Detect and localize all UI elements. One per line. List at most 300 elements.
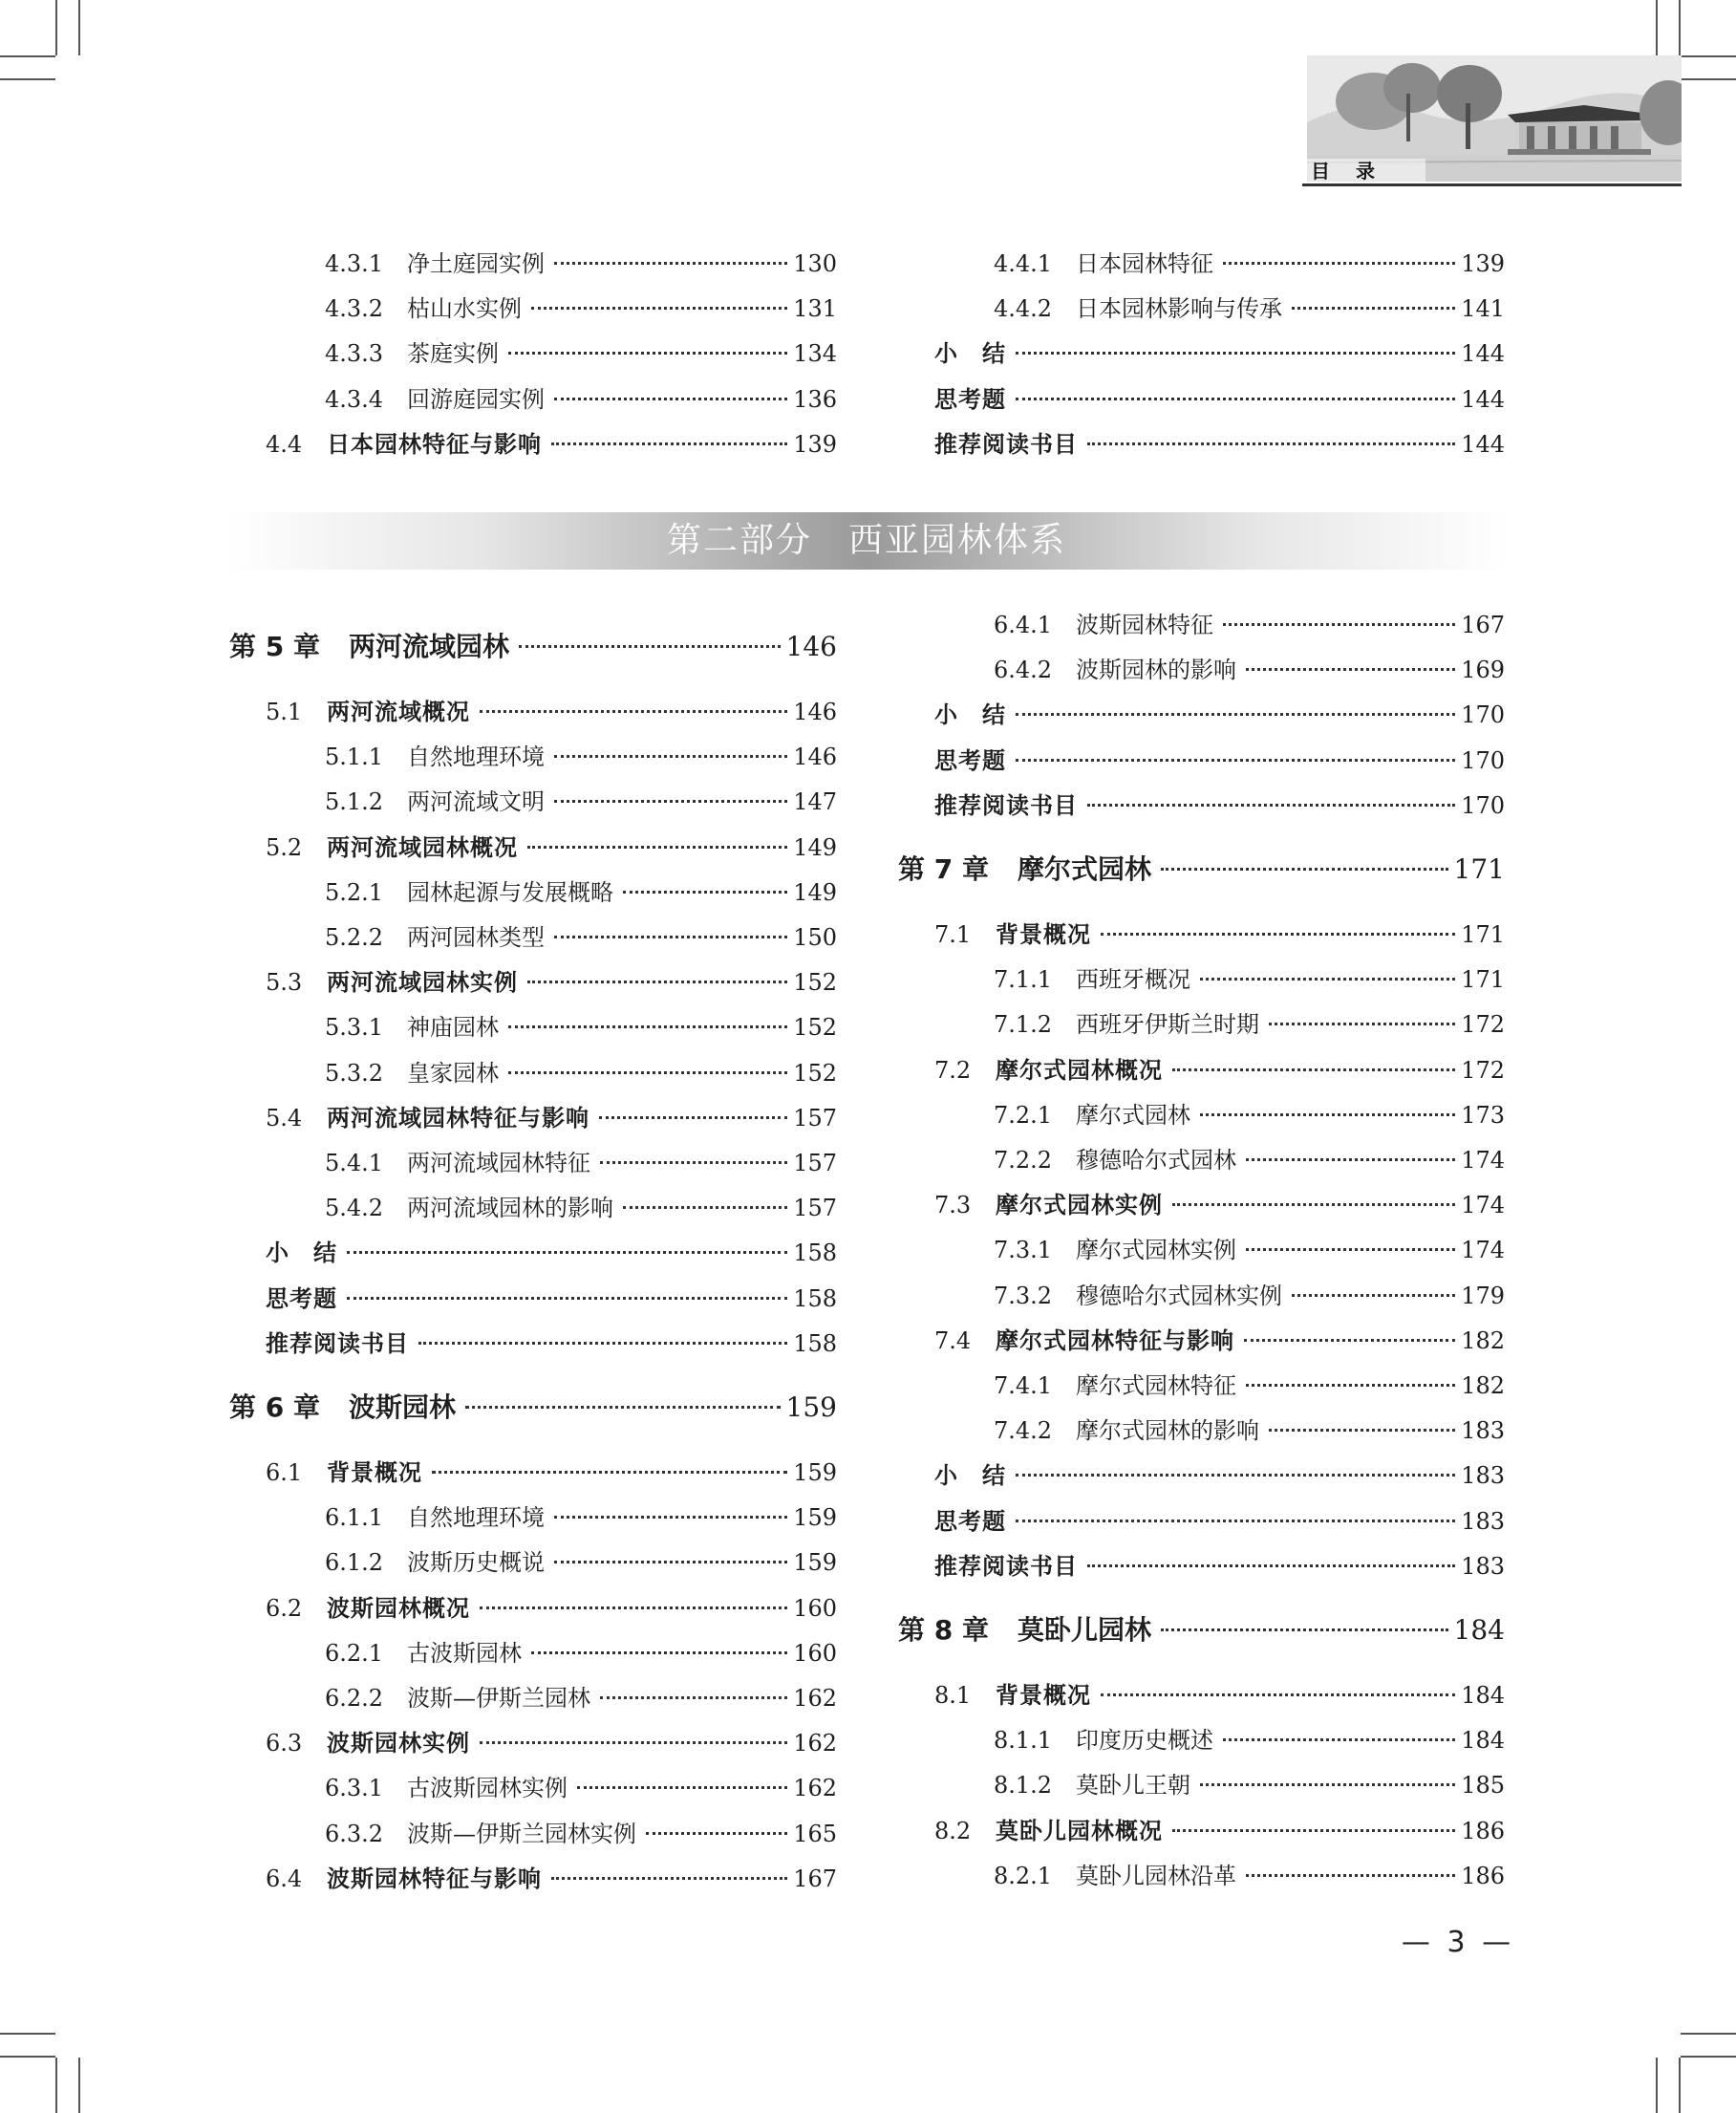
subsection-entry[interactable] (325, 333, 837, 375)
entry-title: 神庙园林 (407, 1014, 499, 1042)
entry-number: 5.1.1 (325, 744, 384, 771)
dot-leader (600, 1696, 787, 1699)
section-entry[interactable] (266, 423, 837, 465)
entry-page-number: 162 (793, 1730, 837, 1757)
entry-title: 两河园林类型 (407, 924, 545, 951)
dot-leader (623, 1206, 787, 1209)
dot-leader (1016, 1474, 1455, 1477)
section-entry[interactable] (266, 1858, 837, 1900)
entry-number: 4.4.1 (994, 250, 1053, 277)
crop-mark (0, 78, 55, 80)
dot-leader (1223, 262, 1455, 265)
entry-title: 波斯园林概况 (327, 1596, 470, 1622)
part-banner: 第二部分 西亚园林体系 (666, 521, 1066, 560)
section-entry[interactable] (934, 1184, 1505, 1226)
dot-leader (554, 936, 787, 938)
entry-title: 两河流域园林实例 (327, 971, 518, 997)
entry-title: 自然地理环境 (407, 744, 545, 771)
entry-page-number: 139 (1461, 250, 1505, 277)
entry-page-number: 182 (1461, 1372, 1505, 1399)
entry-title: 穆德哈尔式园林实例 (1076, 1282, 1282, 1309)
entry-page-number: 159 (793, 1549, 837, 1577)
dot-leader (1016, 1520, 1455, 1522)
entry-page-number: 144 (1461, 385, 1505, 413)
section-entry[interactable] (266, 1452, 837, 1494)
dot-leader (623, 891, 787, 894)
subsection-entry[interactable] (325, 288, 837, 330)
dot-leader (1016, 398, 1455, 400)
entry-page-number: 185 (1461, 1772, 1505, 1800)
section-entry[interactable] (266, 691, 837, 733)
dot-leader (1246, 1874, 1455, 1877)
entry-title: 皇家园林 (407, 1059, 499, 1087)
entry-page-number: 152 (793, 1059, 837, 1087)
dot-leader (1016, 352, 1455, 355)
dot-leader (480, 710, 787, 713)
subsection-entry[interactable] (994, 243, 1505, 285)
dot-leader (1016, 713, 1455, 716)
entry-number: 5.2.1 (325, 878, 384, 906)
entry-number: 6.4.1 (994, 612, 1053, 638)
dot-leader (1244, 1339, 1455, 1342)
entry-number: 7.4 (934, 1326, 972, 1354)
dot-leader (554, 800, 787, 803)
backmatter-entry[interactable] (266, 1278, 837, 1320)
entry-page-number: 158 (793, 1329, 837, 1357)
dot-leader (1172, 1203, 1455, 1206)
entry-page-number: 150 (793, 924, 837, 951)
dot-leader (465, 1406, 781, 1409)
dot-leader (1292, 307, 1455, 310)
dot-leader (646, 1832, 787, 1835)
entry-number: 6.1.2 (325, 1549, 384, 1577)
entry-number: 5.4 (266, 1104, 303, 1132)
dot-leader (531, 307, 787, 310)
entry-page-number: 171 (1461, 921, 1505, 948)
entry-page-number: 174 (1461, 1147, 1505, 1174)
backmatter-entry[interactable] (934, 333, 1505, 375)
dot-leader (554, 1516, 787, 1519)
entry-title: 自然地理环境 (407, 1504, 545, 1532)
subsection-entry[interactable] (325, 916, 837, 959)
subsection-entry[interactable] (325, 872, 837, 914)
entry-title: 摩尔式园林特征 (1076, 1372, 1236, 1399)
entry-page-number: 152 (793, 1014, 837, 1042)
crop-mark (1681, 55, 1736, 57)
entry-page-number: 146 (793, 699, 837, 725)
subsection-entry[interactable] (325, 1767, 837, 1809)
entry-title: 两河流域概况 (327, 701, 470, 725)
entry-page-number: 183 (1461, 1417, 1505, 1445)
dot-leader (480, 1606, 787, 1609)
crop-mark (1681, 2056, 1736, 2058)
entry-title: 穆德哈尔式园林 (1076, 1147, 1236, 1174)
entry-page-number: 162 (793, 1775, 837, 1802)
entry-number: 8.2.1 (994, 1862, 1053, 1889)
entry-number: 5.3.1 (325, 1014, 384, 1042)
crop-mark (55, 0, 57, 55)
dot-leader (527, 846, 787, 849)
subsection-entry[interactable] (325, 1497, 837, 1539)
crop-mark (0, 55, 55, 57)
subsection-entry[interactable] (994, 1855, 1505, 1897)
entry-title: 波斯园林实例 (327, 1732, 470, 1757)
entry-number: 6.4 (266, 1865, 303, 1892)
entry-page-number: 162 (793, 1685, 837, 1712)
entry-number: 7.4.1 (994, 1372, 1053, 1399)
entry-title: 日本园林特征与影响 (327, 432, 542, 458)
crop-mark (0, 2033, 55, 2035)
subsection-entry[interactable] (994, 1719, 1505, 1761)
subsection-entry[interactable] (994, 288, 1505, 330)
dot-leader (551, 1877, 787, 1880)
section-entry[interactable] (266, 1587, 837, 1629)
entry-page-number: 158 (793, 1240, 837, 1267)
dot-leader (1246, 668, 1455, 671)
dot-leader (1200, 1113, 1455, 1116)
entry-title: 小 结 (934, 703, 1006, 729)
entry-page-number: 146 (793, 744, 837, 771)
section-entry[interactable] (266, 1722, 837, 1764)
subsection-entry[interactable] (325, 1142, 837, 1184)
entry-page-number: 172 (1461, 1056, 1505, 1084)
section-entry[interactable] (934, 1320, 1505, 1362)
entry-title: 古波斯园林 (407, 1639, 522, 1667)
subsection-entry[interactable] (994, 1275, 1505, 1317)
subsection-entry[interactable] (994, 1764, 1505, 1806)
entry-title: 背景概况 (996, 923, 1091, 948)
subsection-entry[interactable] (994, 959, 1505, 1001)
entry-page-number: 182 (1461, 1326, 1505, 1354)
entry-title: 推荐阅读书目 (266, 1331, 409, 1357)
backmatter-entry[interactable] (934, 378, 1505, 420)
entry-title: 摩尔式园林实例 (1076, 1237, 1236, 1264)
entry-title: 波斯园林 (349, 1391, 457, 1423)
entry-page-number: 169 (1461, 657, 1505, 684)
entry-number: 第 8 章 (898, 1614, 989, 1646)
subsection-entry[interactable] (325, 1542, 837, 1584)
dot-leader (1269, 1023, 1455, 1025)
backmatter-entry[interactable] (266, 1323, 837, 1365)
entry-title: 日本园林影响与传承 (1076, 295, 1282, 323)
entry-title: 回游庭园实例 (407, 385, 545, 413)
entry-page-number: 179 (1461, 1282, 1505, 1309)
entry-title: 背景概况 (327, 1461, 422, 1486)
entry-title: 思考题 (266, 1286, 337, 1312)
entry-title: 莫卧儿园林沿革 (1076, 1862, 1236, 1889)
dot-leader (577, 1786, 787, 1789)
entry-page-number: 173 (1461, 1101, 1505, 1129)
crop-mark (78, 0, 80, 55)
dot-leader (1246, 1158, 1455, 1161)
entry-title: 摩尔式园林 (1076, 1101, 1190, 1129)
dot-leader (554, 755, 787, 758)
entry-page-number: 183 (1461, 1507, 1505, 1535)
entry-number: 8.1.2 (994, 1772, 1053, 1800)
dot-leader (1016, 759, 1455, 762)
entry-page-number: 146 (785, 631, 837, 662)
backmatter-entry[interactable] (266, 1232, 837, 1274)
dot-leader (1269, 1429, 1455, 1432)
subsection-entry[interactable] (994, 1229, 1505, 1271)
subsection-entry[interactable] (325, 1813, 837, 1855)
entry-title: 摩尔式园林特征与影响 (996, 1328, 1234, 1354)
entry-page-number: 134 (793, 340, 837, 368)
entry-page-number: 170 (1461, 746, 1505, 774)
entry-number: 7.3.2 (994, 1282, 1053, 1309)
entry-page-number: 186 (1461, 1862, 1505, 1889)
dot-leader (432, 1471, 787, 1474)
dot-leader (1161, 868, 1448, 871)
entry-title: 净土庭园实例 (407, 250, 545, 277)
backmatter-entry[interactable] (934, 1455, 1505, 1497)
crop-mark (1681, 78, 1736, 80)
chapter-entry[interactable] (229, 1384, 837, 1432)
crop-mark (55, 2058, 57, 2113)
subsection-entry[interactable] (325, 781, 837, 823)
entry-title: 莫卧儿王朝 (1076, 1772, 1190, 1800)
entry-page-number: 170 (1461, 701, 1505, 729)
entry-number: 7.1 (934, 921, 972, 948)
entry-title: 波斯—伊斯兰园林 (407, 1685, 590, 1712)
entry-title: 波斯园林的影响 (1076, 657, 1236, 684)
dot-leader (554, 262, 787, 265)
entry-number: 6.2.1 (325, 1639, 384, 1667)
dot-leader (1223, 623, 1455, 626)
entry-page-number: 167 (793, 1865, 837, 1892)
chapter-entry[interactable] (229, 623, 837, 671)
dot-leader (1172, 1829, 1455, 1832)
page-number: — 3 — (1401, 1926, 1515, 1959)
entry-page-number: 171 (1453, 853, 1505, 885)
entry-page-number: 160 (793, 1594, 837, 1622)
entry-title: 两河流域园林概况 (327, 835, 518, 861)
entry-title: 思考题 (934, 387, 1006, 413)
section-entry[interactable] (934, 914, 1505, 956)
entry-page-number: 139 (793, 430, 837, 458)
entry-title: 摩尔式园林的影响 (1076, 1417, 1259, 1445)
entry-title: 波斯园林特征 (1076, 612, 1213, 638)
entry-title: 摩尔式园林 (1018, 853, 1152, 885)
subsection-entry[interactable] (325, 1187, 837, 1229)
dot-leader (1246, 1384, 1455, 1387)
entry-title: 茶庭实例 (407, 340, 499, 368)
backmatter-entry[interactable] (934, 694, 1505, 736)
dot-leader (600, 1161, 787, 1164)
dot-leader (347, 1297, 787, 1300)
dot-leader (519, 645, 781, 648)
entry-page-number: 157 (793, 1104, 837, 1132)
entry-number: 7.3.1 (994, 1237, 1053, 1264)
entry-number: 5.4.2 (325, 1195, 384, 1222)
entry-title: 波斯—伊斯兰园林实例 (407, 1820, 636, 1847)
entry-page-number: 184 (1453, 1614, 1505, 1646)
entry-page-number: 184 (1461, 1727, 1505, 1755)
entry-page-number: 167 (1461, 612, 1505, 638)
crop-mark (1679, 2058, 1681, 2113)
crop-mark (0, 2056, 55, 2058)
section-entry[interactable] (266, 827, 837, 869)
entry-number: 6.4.2 (994, 657, 1053, 684)
entry-title: 两河流域园林的影响 (407, 1195, 613, 1222)
entry-title: 背景概况 (996, 1684, 1091, 1709)
entry-page-number: 184 (1461, 1682, 1505, 1709)
entry-title: 波斯园林特征与影响 (327, 1866, 542, 1892)
dot-leader (1087, 442, 1455, 445)
subsection-entry[interactable] (325, 736, 837, 778)
entry-number: 6.2.2 (325, 1685, 384, 1712)
entry-title: 日本园林特征 (1076, 250, 1213, 277)
entry-number: 7.1.1 (994, 966, 1053, 994)
entry-number: 7.2 (934, 1056, 972, 1084)
chapter-entry[interactable] (898, 846, 1505, 894)
entry-number: 5.2 (266, 833, 303, 861)
entry-page-number: 141 (1461, 295, 1505, 323)
section-entry[interactable] (266, 961, 837, 1003)
backmatter-entry[interactable] (934, 423, 1505, 465)
entry-page-number: 174 (1461, 1192, 1505, 1219)
entry-number: 4.3.2 (325, 295, 384, 323)
subsection-entry[interactable] (994, 1003, 1505, 1046)
subsection-entry[interactable] (325, 378, 837, 420)
subsection-entry[interactable] (994, 1094, 1505, 1136)
subsection-entry[interactable] (325, 1006, 837, 1048)
chapter-entry[interactable] (898, 1606, 1505, 1654)
subsection-entry[interactable] (994, 1139, 1505, 1181)
dot-leader (480, 1741, 787, 1744)
backmatter-entry[interactable] (934, 785, 1505, 827)
entry-page-number: 159 (793, 1504, 837, 1532)
section-entry[interactable] (934, 1049, 1505, 1091)
entry-page-number: 172 (1461, 1011, 1505, 1039)
dot-leader (418, 1342, 787, 1345)
backmatter-entry[interactable] (934, 1500, 1505, 1542)
dot-leader (1246, 1248, 1455, 1251)
dot-leader (527, 981, 787, 983)
entry-page-number: 171 (1461, 966, 1505, 994)
entry-title: 两河流域园林特征 (407, 1150, 590, 1176)
backmatter-entry[interactable] (934, 740, 1505, 782)
entry-title: 西班牙概况 (1076, 966, 1190, 994)
dot-leader (1172, 1068, 1455, 1071)
entry-title: 推荐阅读书目 (934, 1554, 1078, 1580)
entry-number: 5.1.2 (325, 788, 384, 816)
subsection-entry[interactable] (325, 1632, 837, 1674)
entry-page-number: 183 (1461, 1552, 1505, 1580)
entry-page-number: 149 (793, 833, 837, 861)
entry-title: 思考题 (934, 748, 1006, 774)
entry-number: 6.1.1 (325, 1504, 384, 1532)
entry-number: 6.1 (266, 1459, 303, 1486)
entry-title: 小 结 (266, 1241, 337, 1267)
entry-number: 8.1 (934, 1682, 972, 1709)
subsection-entry[interactable] (994, 649, 1505, 691)
entry-number: 6.3 (266, 1730, 303, 1757)
dot-leader (508, 1025, 787, 1028)
subsection-entry[interactable] (994, 604, 1505, 646)
entry-page-number: 152 (793, 969, 837, 997)
subsection-entry[interactable] (325, 1052, 837, 1094)
section-entry[interactable] (934, 1810, 1505, 1852)
entry-page-number: 136 (793, 385, 837, 413)
dot-leader (554, 1561, 787, 1563)
dot-leader (1161, 1628, 1448, 1631)
entry-title: 莫卧儿园林 (1018, 1614, 1152, 1646)
entry-number: 4.4 (266, 430, 303, 458)
entry-number: 7.4.2 (994, 1417, 1053, 1445)
entry-title: 莫卧儿园林概况 (996, 1819, 1163, 1844)
entry-page-number: 157 (793, 1195, 837, 1222)
entry-title: 推荐阅读书目 (934, 793, 1078, 819)
entry-number: 7.3 (934, 1192, 972, 1219)
entry-number: 4.3.3 (325, 340, 384, 368)
entry-number: 5.1 (266, 699, 303, 725)
entry-number: 5.4.1 (325, 1150, 384, 1176)
subsection-entry[interactable] (994, 1365, 1505, 1407)
entry-number: 5.3 (266, 969, 303, 997)
entry-page-number: 186 (1461, 1817, 1505, 1844)
section-entry[interactable] (266, 1097, 837, 1139)
entry-page-number: 144 (1461, 340, 1505, 368)
dot-leader (1200, 1783, 1455, 1786)
backmatter-entry[interactable] (934, 1545, 1505, 1587)
entry-title: 波斯历史概说 (407, 1549, 545, 1577)
entry-title: 小 结 (934, 342, 1006, 368)
entry-page-number: 158 (793, 1284, 837, 1312)
entry-number: 4.3.4 (325, 385, 384, 413)
entry-page-number: 130 (793, 250, 837, 277)
subsection-entry[interactable] (994, 1410, 1505, 1452)
entry-page-number: 149 (793, 878, 837, 906)
crop-mark (1679, 0, 1681, 55)
dot-leader (1101, 933, 1455, 936)
subsection-entry[interactable] (325, 243, 837, 285)
entry-number: 6.3.1 (325, 1775, 384, 1802)
dot-leader (1200, 978, 1455, 981)
entry-title: 两河流域文明 (407, 788, 545, 816)
entry-title: 两河流域园林特征与影响 (327, 1106, 589, 1132)
entry-title: 古波斯园林实例 (407, 1775, 568, 1802)
entry-title: 摩尔式园林实例 (996, 1194, 1163, 1219)
entry-number: 7.2.1 (994, 1101, 1053, 1129)
entry-title: 印度历史概述 (1076, 1727, 1213, 1755)
dot-leader (1223, 1738, 1455, 1741)
subsection-entry[interactable] (325, 1677, 837, 1719)
dot-leader (551, 442, 787, 445)
entry-number: 第 7 章 (898, 853, 989, 885)
section-entry[interactable] (934, 1674, 1505, 1716)
entry-number: 第 6 章 (229, 1391, 320, 1423)
entry-page-number: 131 (793, 295, 837, 323)
dot-leader (531, 1651, 787, 1654)
entry-number: 6.2 (266, 1594, 303, 1622)
entry-number: 5.2.2 (325, 924, 384, 951)
dot-leader (554, 398, 787, 400)
entry-page-number: 144 (1461, 430, 1505, 458)
dot-leader (508, 1071, 787, 1074)
crop-mark (1656, 0, 1658, 55)
dot-leader (1292, 1294, 1455, 1297)
entry-number: 5.3.2 (325, 1059, 384, 1087)
entry-title: 摩尔式园林概况 (996, 1058, 1163, 1084)
dot-leader (1087, 804, 1455, 807)
entry-title: 推荐阅读书目 (934, 432, 1078, 458)
entry-page-number: 159 (793, 1459, 837, 1486)
crop-mark (78, 2058, 80, 2113)
entry-number: 第 5 章 (229, 631, 320, 662)
entry-number: 8.1.1 (994, 1727, 1053, 1755)
entry-number: 7.1.2 (994, 1011, 1053, 1039)
